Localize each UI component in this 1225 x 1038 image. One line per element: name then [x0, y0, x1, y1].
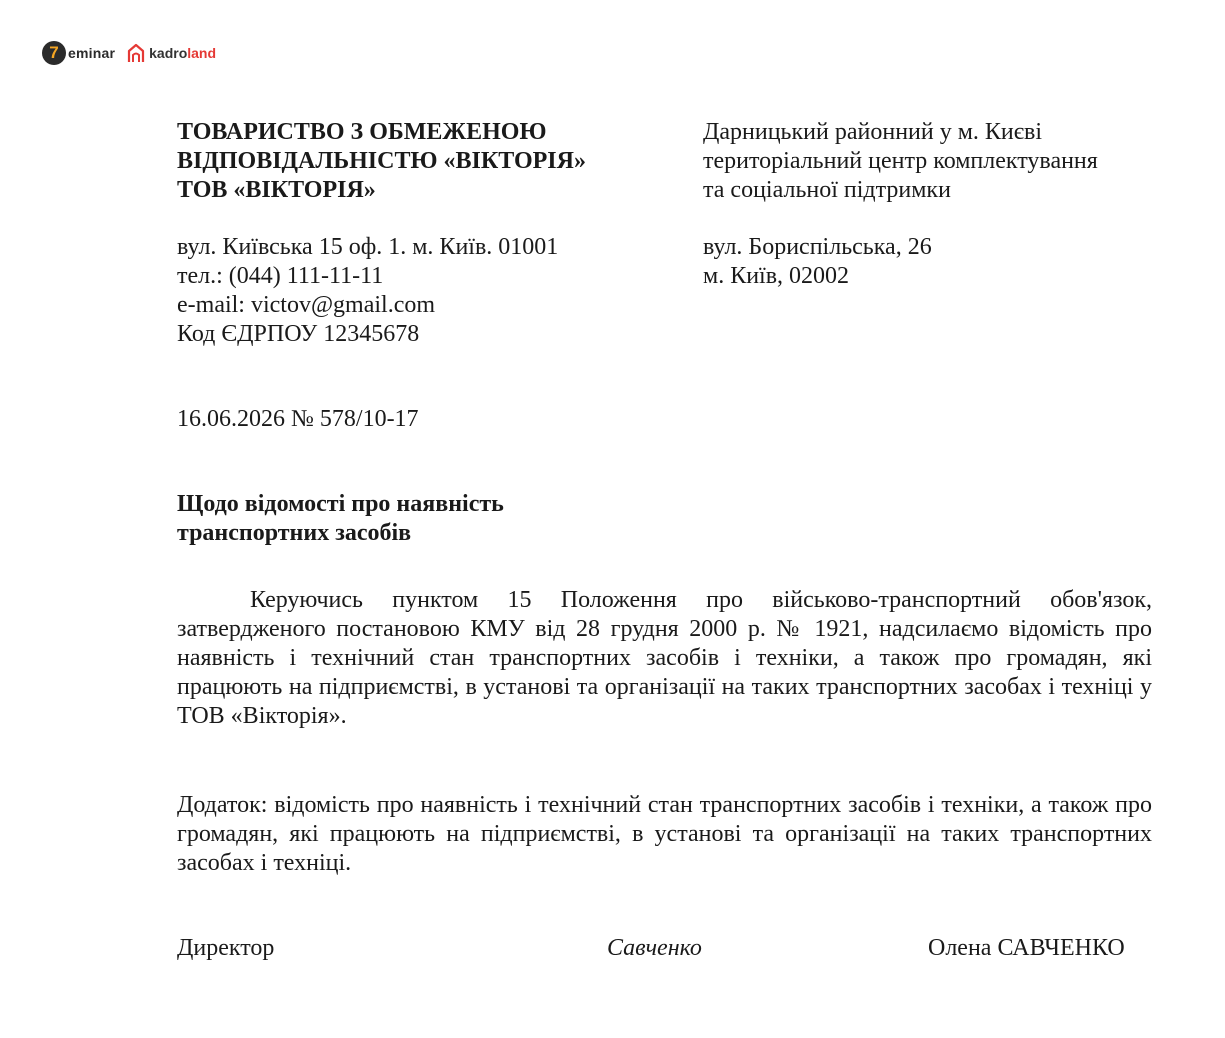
kadroland-house-icon — [127, 43, 145, 63]
seminar-logo-digit: 7 — [42, 41, 66, 65]
recipient-address — [703, 233, 932, 291]
header-logos — [42, 38, 216, 68]
recipient-address-line: вул. Бориспільська, 26 — [703, 234, 932, 260]
recipient-name-line: Дарницький районний у м. Києві — [703, 119, 1043, 145]
signature-full-name: Олена САВЧЕНКО — [928, 935, 1125, 961]
kadroland-logo-part1: kadro — [149, 45, 188, 61]
sender-name-line: ТОВ «ВІКТОРІЯ» — [177, 177, 376, 203]
sender-contacts — [177, 233, 558, 349]
recipient-name-line: територіальний центр комплектування — [703, 148, 1098, 174]
sender-name-line: ТОВАРИСТВО З ОБМЕЖЕНОЮ — [177, 119, 547, 145]
sender-phone: тел.: (044) 111-11-11 — [177, 263, 384, 289]
sender-name-line: ВІДПОВІДАЛЬНІСТЮ «ВІКТОРІЯ» — [177, 148, 586, 174]
recipient-address-line: м. Київ, 02002 — [703, 263, 850, 289]
kadroland-logo-part2: land — [187, 45, 217, 61]
signature-position: Директор — [177, 935, 275, 961]
kadroland-logo — [127, 43, 216, 63]
document-attachment: Додаток: відомість про наявність і технічний стан транспортних засобів і техніки, а також про громадян, які працюють на підприємстві, в установі та організації на таких транспортних засобах і техніці. — [177, 792, 1152, 876]
recipient-name — [703, 118, 1098, 205]
sender-address: вул. Київська 15 оф. 1. м. Київ. 01001 — [177, 234, 559, 260]
document-subject — [177, 490, 504, 548]
sender-email: e-mail: victov@gmail.com — [177, 292, 436, 318]
sender-edrpou: Код ЄДРПОУ 12345678 — [177, 321, 420, 347]
subject-line: транспортних засобів — [177, 520, 412, 546]
subject-line: Щодо відомості про наявність — [177, 491, 504, 517]
sender-name — [177, 118, 586, 205]
signature-handwritten: Савченко — [607, 935, 702, 961]
seminar-logo — [42, 41, 115, 65]
document-body: Керуючись пунктом 15 Положення про військово-транспортний обов'язок, затвердженого постановою КМУ від 28 грудня 2000 р. № 1921, надсилаємо відомість про наявність і технічний стан транспортних засобів і техніки, а також про громадян, які працюють на підприємстві, в установі та організації на таких транспортних засобах і техніці у ТОВ «Вікторія». — [177, 587, 1152, 729]
recipient-name-line: та соціальної підтримки — [703, 177, 951, 203]
seminar-logo-word: eminar — [68, 45, 116, 61]
document-date-number: 16.06.2026 № 578/10-17 — [177, 406, 419, 432]
